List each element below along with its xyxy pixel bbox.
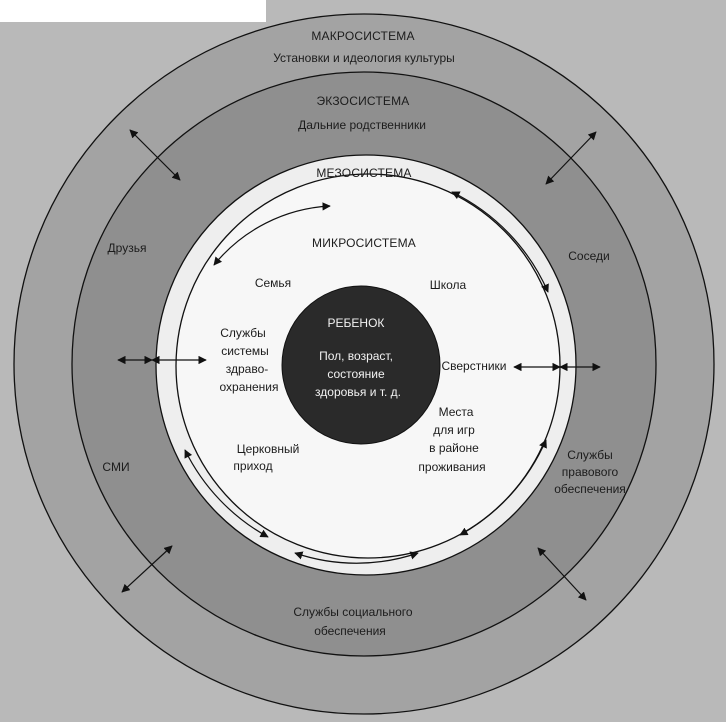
health-services-label-line2: системы <box>221 344 269 358</box>
exosystem-subtitle: Дальние родственники <box>298 118 426 132</box>
playgrounds-label-line3: в районе <box>429 441 479 455</box>
child-title: РЕБЕНОК <box>327 316 385 330</box>
media-label: СМИ <box>102 460 130 474</box>
social-services-label-line2: обеспечения <box>314 624 386 638</box>
child-details-line3: здоровья и т. д. <box>315 385 401 399</box>
child-details-line1: Пол, возраст, <box>319 349 393 363</box>
macrosystem-title: МАКРОСИСТЕМА <box>311 29 415 43</box>
church-label-line2: приход <box>233 459 273 473</box>
child-details-line2: состояние <box>327 367 385 381</box>
church-label-line1: Церковный <box>236 442 300 456</box>
friends-label: Друзья <box>107 241 147 255</box>
school-label: Школа <box>429 278 467 292</box>
health-services-label-line3: здраво- <box>225 362 269 376</box>
macrosystem-subtitle: Установки и идеология культуры <box>273 51 455 65</box>
social-services-label-line1: Службы социального <box>293 605 413 619</box>
playgrounds-label-line4: проживания <box>418 460 486 474</box>
health-services-label-line1: Службы <box>220 326 266 340</box>
legal-services-label-line3: обеспечения <box>554 482 626 496</box>
exosystem-title: ЭКЗОСИСТЕМА <box>316 94 410 108</box>
child-disc <box>282 286 440 444</box>
playgrounds-label-line1: Места <box>438 405 474 419</box>
health-services-label-line4: охранения <box>219 380 279 394</box>
peers-label: Сверстники <box>441 359 507 373</box>
neighbors-label: Соседи <box>568 249 610 263</box>
legal-services-label-line1: Службы <box>567 448 613 462</box>
legal-services-label-line2: правового <box>561 465 619 479</box>
mesosystem-title: МЕЗОСИСТЕМА <box>316 166 412 180</box>
playgrounds-label-line2: для игр <box>433 423 475 437</box>
microsystem-title: МИКРОСИСТЕМА <box>312 236 416 250</box>
family-label: Семья <box>254 276 292 290</box>
